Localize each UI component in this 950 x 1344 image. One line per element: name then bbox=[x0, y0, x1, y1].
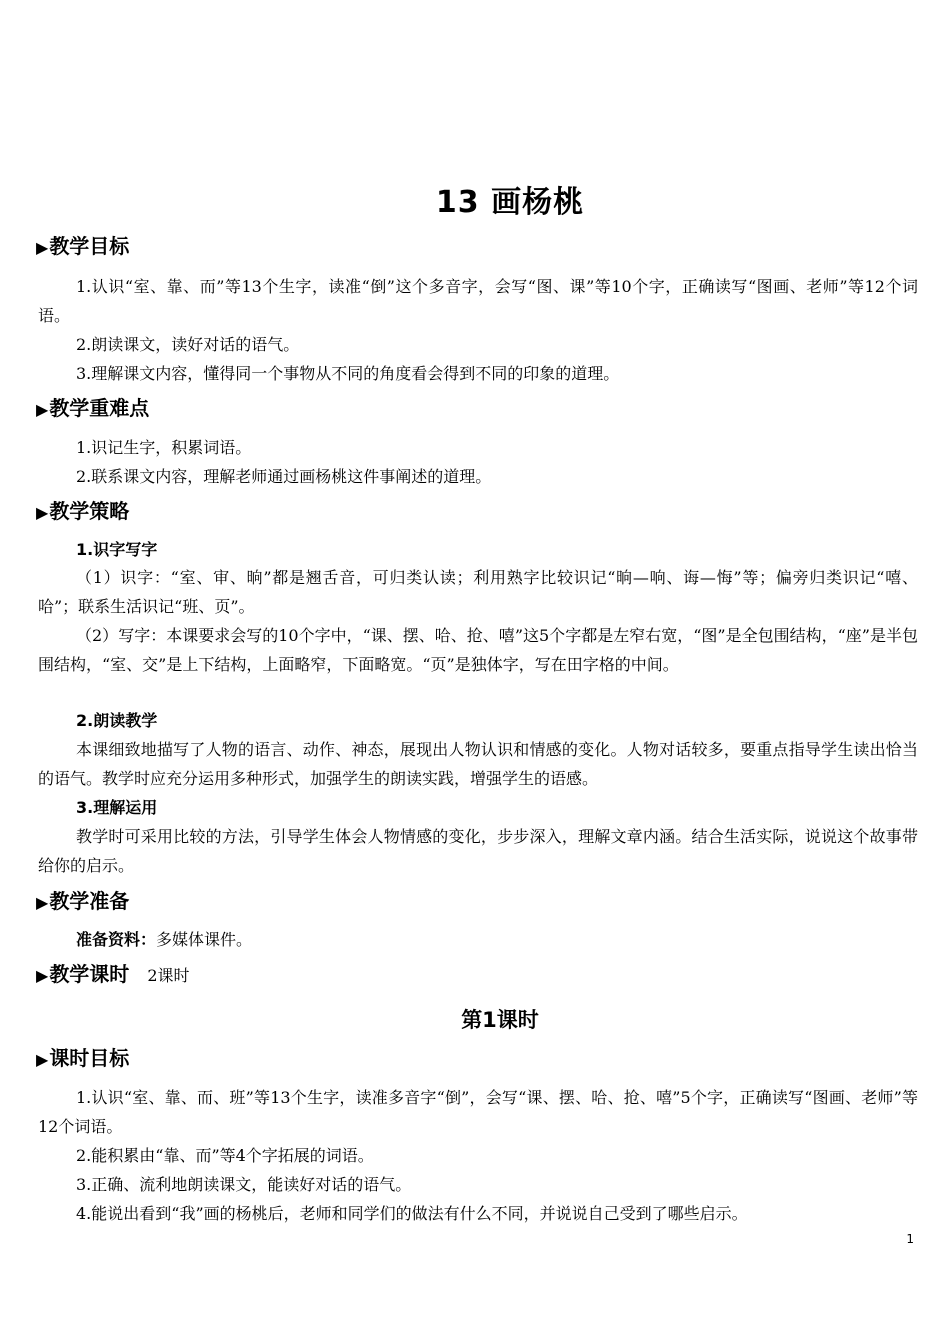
prep-label: 准备资料： bbox=[76, 930, 157, 949]
lesson-goal-item-4: 4.能说出看到“我”画的杨桃后，老师和同学们的做法有什么不同，并说说自己受到了哪些启示。 bbox=[76, 1204, 748, 1223]
lesson-goal-item-2: 2.能积累由“靠、而”等4个字拓展的词语。 bbox=[76, 1146, 374, 1165]
section-heading-prep: ▶教学准备 bbox=[36, 889, 130, 913]
page-title: 13 画杨桃 bbox=[435, 185, 585, 220]
section-heading-hours: ▶教学课时 2课时 bbox=[36, 962, 190, 986]
triangle-bullet-icon: ▶ bbox=[36, 503, 49, 522]
triangle-bullet-icon: ▶ bbox=[36, 400, 49, 419]
key-point-item-2: 2.联系课文内容，理解老师通过画杨桃这件事阐述的道理。 bbox=[76, 467, 492, 486]
page-number: 1 bbox=[906, 1232, 914, 1246]
goal-item-2: 2.朗读课文，读好对话的语气。 bbox=[76, 335, 300, 354]
strategy-paragraph-understanding: 教学时可采用比较的方法，引导学生体会人物情感的变化，步步深入，理解文章内涵。结合生活实际，说说这个故事带给你的启示。 bbox=[38, 827, 918, 875]
section-heading-key-points: ▶教学重难点 bbox=[36, 396, 150, 420]
section-heading-strategy: ▶教学策略 bbox=[36, 499, 130, 523]
goal-item-3: 3.理解课文内容，懂得同一个事物从不同的角度看会得到不同的印象的道理。 bbox=[76, 364, 620, 383]
strategy-subheading-2: 2.朗读教学 bbox=[76, 711, 158, 730]
section-heading-goals: ▶教学目标 bbox=[36, 234, 130, 258]
prep-value: 多媒体课件。 bbox=[156, 930, 253, 949]
strategy-paragraph-writing: （2）写字：本课要求会写的10个字中，“课、摆、哈、抢、嘻”这5个字都是左窄右宽，“图”是全包围结构，“座”是半包围结构，“室、交”是上下结构，上面略窄，下面略宽。“页”是独体字，写在田字格的中间。 bbox=[38, 626, 918, 674]
triangle-bullet-icon: ▶ bbox=[36, 893, 49, 912]
prep-line bbox=[76, 927, 252, 953]
hours-value: 2课时 bbox=[147, 966, 190, 985]
strategy-subheading-3: 3.理解运用 bbox=[76, 798, 158, 817]
strategy-paragraph-literacy: （1）识字：“室、审、晌”都是翘舌音，可归类认读；利用熟字比较识记“晌—响、诲—悔”等；偏旁归类识记“嘻、哈”；联系生活识记“班、页”。 bbox=[38, 568, 918, 616]
triangle-bullet-icon: ▶ bbox=[36, 1050, 49, 1069]
section-heading-lesson-goals: ▶课时目标 bbox=[36, 1046, 130, 1070]
triangle-bullet-icon: ▶ bbox=[36, 238, 49, 257]
triangle-bullet-icon: ▶ bbox=[36, 966, 49, 985]
strategy-subheading-1: 1.识字写字 bbox=[76, 540, 158, 559]
lesson-goal-item-3: 3.正确、流利地朗读课文，能读好对话的语气。 bbox=[76, 1175, 412, 1194]
strategy-paragraph-reading: 本课细致地描写了人物的语言、动作、神态，展现出人物认识和情感的变化。人物对话较多，要重点指导学生读出恰当的语气。教学时应充分运用多种形式，加强学生的朗读实践，增强学生的语感。 bbox=[38, 740, 918, 788]
goal-item-1: 1.认识“室、靠、而”等13个生字，读准“倒”这个多音字，会写“图、课”等10个字，正确读写“图画、老师”等12个词语。 bbox=[38, 277, 918, 325]
lesson-goal-item-1: 1.认识“室、靠、而、班”等13个生字，读准多音字“倒”，会写“课、摆、哈、抢、嘻”5个字，正确读写“图画、老师”等12个词语。 bbox=[38, 1088, 918, 1136]
lesson-title: 第1课时 bbox=[461, 1008, 539, 1032]
key-point-item-1: 1.识记生字，积累词语。 bbox=[76, 438, 252, 457]
